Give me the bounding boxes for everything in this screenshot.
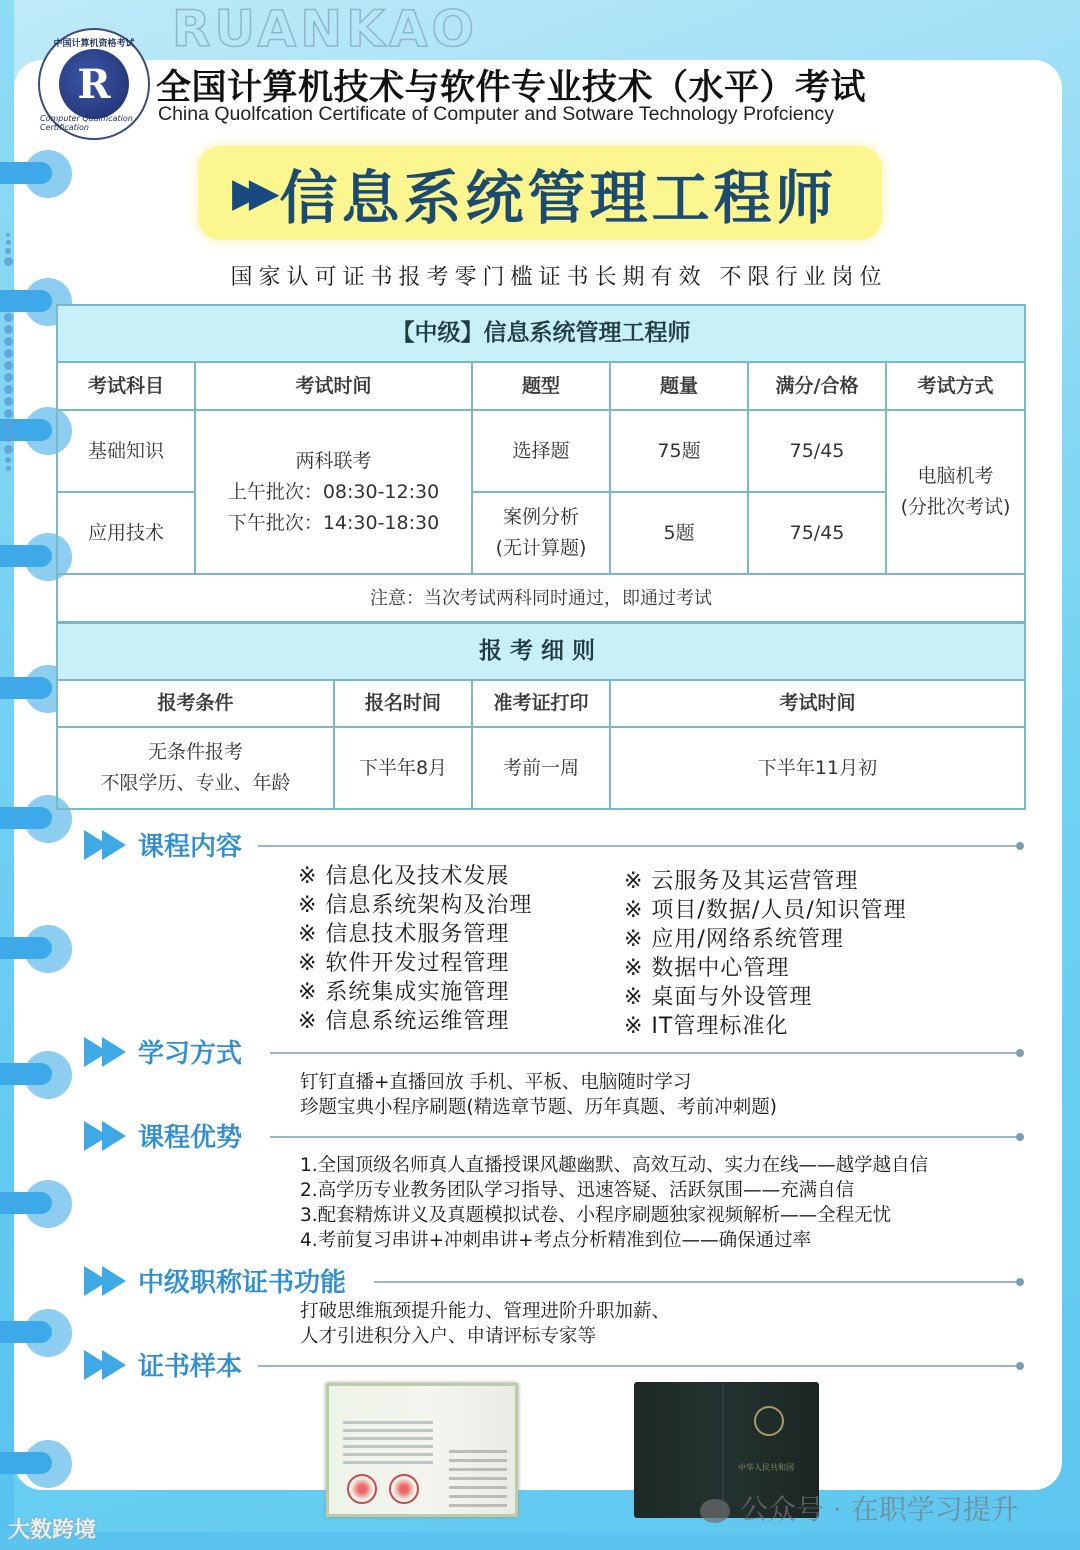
list-item: 1.全国顶级名师真人直播授课风趣幽默、高效互动、实力在线——越学越自信 [300, 1155, 929, 1176]
section-course-content [84, 826, 1024, 866]
page-subtitle-en: China Quolfcation Certificate of Computer and Sotware Technology Profciency [158, 103, 834, 125]
exam-info-table [56, 304, 1026, 623]
binder-ring-icon [0, 925, 72, 975]
logo-ring-text-bottom: Computer Qualification Certification [40, 114, 133, 132]
condition-line: 不限学历、专业、年龄 [100, 772, 291, 794]
bottom-band [0, 1532, 1080, 1550]
exam-title-banner [198, 146, 882, 240]
ruankao-watermark: RUANKAO [172, 0, 479, 58]
section-title: 证书样本 [138, 1352, 243, 1382]
advantages-list [300, 1153, 928, 1253]
section-divider [374, 1281, 1020, 1283]
subject-cell: 基础知识 [57, 410, 195, 492]
course-list-right [624, 867, 907, 1041]
national-emblem-icon [754, 1406, 784, 1436]
column-header: 考试方式 [886, 362, 1025, 410]
divider-dot-icon [1016, 1049, 1024, 1057]
text-line: 打破思维瓶颈提升能力、管理进阶升职加薪、 [300, 1301, 671, 1322]
list-item: ※ 应用/网络系统管理 [624, 927, 844, 952]
decorative-dots [2, 310, 14, 474]
score-cell: 75/45 [748, 410, 886, 492]
registration-table-title: 报考细则 [57, 623, 1025, 680]
list-item: ※ 信息技术服务管理 [298, 922, 510, 947]
time-line: 两科联考 [295, 449, 372, 472]
column-header: 报考条件 [57, 680, 334, 727]
list-item: ※ 数据中心管理 [624, 956, 790, 981]
divider-dot-icon [1016, 842, 1024, 850]
exam-time-cell [195, 410, 472, 574]
time-line: 下午批次：14:30-18:30 [227, 511, 440, 534]
red-seal-icon [347, 1474, 377, 1504]
column-header: 准考证打印 [472, 680, 610, 727]
section-title: 课程内容 [138, 832, 243, 862]
question-count-cell: 75题 [610, 410, 748, 492]
logo-emblem-icon [59, 49, 129, 119]
exam-table-title: 【中级】信息系统管理工程师 [57, 305, 1025, 362]
certificate-function-text [300, 1299, 670, 1349]
column-header: 报名时间 [334, 680, 472, 727]
column-header: 考试时间 [610, 680, 1025, 727]
time-line: 上午批次：08:30-12:30 [227, 480, 440, 503]
type-line: 案例分析 [502, 506, 579, 528]
divider-dot-icon [1016, 1362, 1024, 1370]
registration-table [56, 622, 1026, 810]
table-row [57, 410, 1025, 492]
condition-cell [57, 727, 334, 809]
double-arrow-icon [84, 1037, 128, 1067]
exam-date-cell: 下半年11月初 [610, 727, 1025, 809]
list-item: ※ 桌面与外设管理 [624, 985, 813, 1010]
column-header: 题型 [472, 362, 610, 410]
section-divider [270, 1052, 1020, 1054]
list-item: ※ 信息化及技术发展 [298, 864, 510, 889]
condition-line: 无条件报考 [147, 741, 243, 763]
study-method-text [300, 1070, 777, 1120]
section-certificate-function [84, 1262, 1024, 1302]
table-row [57, 727, 1025, 809]
text-line: 钉钉直播+直播回放 手机、平板、电脑随时学习 [300, 1072, 692, 1093]
exam-method-cell [886, 410, 1025, 574]
binder-ring-icon [0, 1440, 72, 1490]
double-arrow-icon [84, 830, 128, 860]
list-item: ※ 信息系统运维管理 [298, 1009, 510, 1034]
list-item: 2.高学历专业教务团队学习指导、迅速答疑、活跃氛围——充满自信 [300, 1180, 855, 1201]
type-note: (无计算题) [495, 537, 587, 559]
section-divider [270, 1136, 1020, 1138]
double-arrow-icon [84, 1266, 128, 1296]
list-item: ※ 云服务及其运营管理 [624, 869, 859, 894]
section-title: 中级职称证书功能 [138, 1268, 347, 1298]
page-title: 全国计算机技术与软件专业技术（水平）考试 [156, 68, 867, 108]
section-divider [258, 1365, 1020, 1367]
watermark-bottom-right [700, 1488, 1019, 1528]
section-course-advantages [84, 1117, 1024, 1157]
signup-time-cell: 下半年8月 [334, 727, 472, 809]
score-cell: 75/45 [748, 492, 886, 574]
logo-ring-text-top: 中国计算机资格考试 [53, 39, 135, 49]
double-arrow-icon [84, 1350, 128, 1380]
list-item: ※ 软件开发过程管理 [298, 951, 510, 976]
column-header: 满分/合格 [748, 362, 886, 410]
section-study-method [84, 1033, 1024, 1073]
column-header: 考试时间 [195, 362, 472, 410]
admission-print-cell: 考前一周 [472, 727, 610, 809]
double-arrow-icon [84, 1121, 128, 1151]
method-line: (分批次考试) [900, 496, 1011, 518]
binder-ring-icon [0, 1309, 72, 1359]
question-count-cell: 5题 [610, 492, 748, 574]
fast-forward-icon: ▶▶ [232, 170, 266, 216]
list-item: 4.考前复习串讲+冲刺串讲+考点分析精准到位——确保通过率 [300, 1230, 812, 1251]
method-line: 电脑机考 [917, 465, 994, 487]
certificate-sample-inner-image [326, 1383, 518, 1517]
certification-logo [38, 28, 150, 140]
list-item: ※ IT管理标准化 [624, 1014, 789, 1039]
binder-ring-icon [0, 1051, 72, 1101]
course-list-left [298, 862, 532, 1036]
red-seal-icon [389, 1474, 419, 1504]
divider-dot-icon [1016, 1278, 1024, 1286]
exam-note: 注意：当次考试两科同时通过，即通过考试 [57, 574, 1025, 622]
divider-dot-icon [1016, 1133, 1024, 1141]
cover-text: 中华人民共和国 [738, 1463, 794, 1472]
section-divider [258, 845, 1020, 847]
section-title: 课程优势 [138, 1123, 243, 1153]
list-item: ※ 信息系统架构及治理 [298, 893, 533, 918]
column-header: 考试科目 [57, 362, 195, 410]
list-item: ※ 项目/数据/人员/知识管理 [624, 898, 907, 923]
text-line: 珍题宝典小程序刷题(精选章节题、历年真题、考前冲刺题) [300, 1097, 777, 1118]
section-title: 学习方式 [138, 1039, 243, 1069]
watermark-bottom-left: 大数跨境 [8, 1518, 97, 1543]
tagline: 国家认可证书报考零门槛证书长期有效 不限行业岗位 [230, 265, 888, 290]
binder-ring-icon [0, 150, 72, 200]
question-type-cell [472, 492, 610, 574]
section-certificate-sample [84, 1346, 1024, 1386]
subject-cell: 应用技术 [57, 492, 195, 574]
list-item: ※ 系统集成实施管理 [298, 980, 510, 1005]
question-type-cell: 选择题 [472, 410, 610, 492]
text-line: 人才引进积分入户、申请评标专家等 [300, 1326, 597, 1347]
wechat-icon [700, 1499, 730, 1523]
banner-title: 信息系统管理工程师 [279, 164, 838, 232]
binder-ring-icon [0, 1180, 72, 1230]
column-header: 题量 [610, 362, 748, 410]
watermark-text: 公众号 · 在职学习提升 [740, 1493, 1019, 1526]
list-item: 3.配套精炼讲义及真题模拟试卷、小程序刷题独家视频解析——全程无忧 [300, 1205, 892, 1226]
logo-glyph: R [77, 60, 111, 108]
